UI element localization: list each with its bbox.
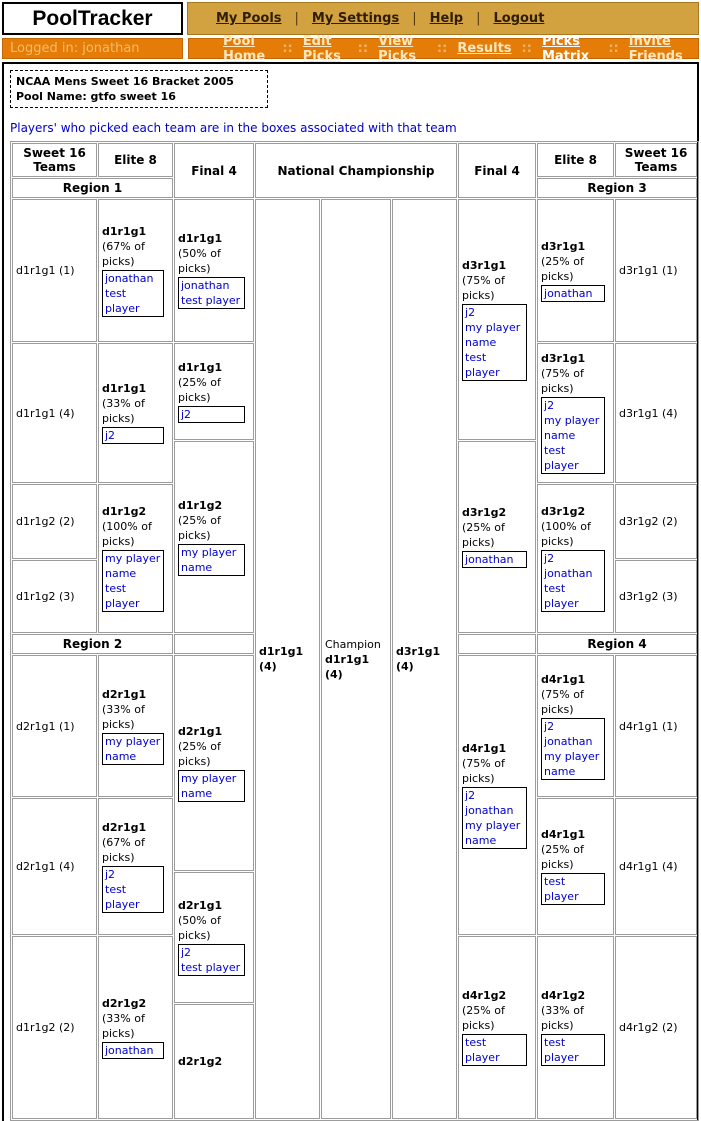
nav-item-pool-home[interactable]: Pool Home xyxy=(223,33,266,64)
team-name: d3r1g1 xyxy=(541,352,586,365)
team-name: d2r1g1 xyxy=(102,687,147,701)
player-list-box[interactable] xyxy=(462,1034,527,1066)
player-list-box[interactable] xyxy=(541,397,605,474)
player-link[interactable]: jonathan xyxy=(465,803,514,817)
app-logo xyxy=(2,2,183,35)
player-list-box[interactable] xyxy=(178,544,245,576)
pick-percent: (25% of picks) xyxy=(462,521,505,549)
player-list-box[interactable] xyxy=(462,551,527,568)
pick-cell xyxy=(98,655,173,797)
nav-separator: :: xyxy=(521,41,532,56)
logged-in-status xyxy=(2,38,183,59)
pick-cell xyxy=(174,1004,254,1119)
semifinal-right-cell xyxy=(392,199,457,1119)
menu-separator: | xyxy=(294,11,299,26)
pick-percent: (75% of picks) xyxy=(541,367,584,395)
pick-percent: (25% of picks) xyxy=(541,254,584,283)
pick-cell xyxy=(174,441,254,633)
player-link[interactable]: test player xyxy=(544,582,579,610)
menu-separator: | xyxy=(476,11,481,26)
player-list-box[interactable] xyxy=(102,427,164,444)
team-name: d3r1g2 xyxy=(462,506,507,519)
team-name: d4r1g2 xyxy=(462,989,507,1002)
team-label: d3r1g1 (1) xyxy=(615,199,697,342)
player-link[interactable]: test player xyxy=(544,1036,579,1064)
empty-cell xyxy=(458,634,536,654)
nav-separator: :: xyxy=(282,41,293,56)
pick-cell xyxy=(98,343,173,483)
team-label: d4r1g2 (2) xyxy=(615,936,697,1119)
pick-percent: (75% of picks) xyxy=(462,756,505,785)
nav-separator: :: xyxy=(357,41,369,56)
player-list-box[interactable] xyxy=(102,550,164,612)
pick-cell xyxy=(458,936,536,1119)
team-name: d1r1g2 xyxy=(178,498,223,512)
team-name: d1r1g1 xyxy=(178,232,223,245)
team-name: d4r1g2 xyxy=(541,989,586,1002)
pick-cell xyxy=(98,798,173,935)
team-name: d2r1g1 xyxy=(102,820,147,834)
player-link[interactable]: j2 xyxy=(544,719,555,733)
player-link[interactable]: j2 xyxy=(544,399,555,412)
region2-header: Region 2 xyxy=(12,634,173,654)
player-link[interactable]: test player xyxy=(465,1036,500,1064)
nav-item-invite-friends[interactable]: Invite Friends xyxy=(628,33,683,64)
team-name: d2r1g2 xyxy=(178,1055,223,1068)
pick-percent: (33% of picks) xyxy=(541,1004,584,1032)
player-list-box[interactable] xyxy=(178,944,245,976)
player-link[interactable]: jonathan xyxy=(105,271,154,285)
team-name: d2r1g1 xyxy=(178,724,223,738)
pick-cell xyxy=(458,199,536,440)
pick-percent: (50% of picks) xyxy=(178,247,221,275)
pick-cell xyxy=(537,655,614,797)
pick-percent: (25% of picks) xyxy=(462,1004,505,1032)
player-link[interactable]: test player xyxy=(465,350,500,379)
team-label: d4r1g1 (4) xyxy=(615,798,697,935)
player-list-box[interactable] xyxy=(178,277,245,309)
pick-cell xyxy=(537,936,614,1119)
nav-item-view-picks[interactable]: View Picks xyxy=(378,33,417,64)
player-list-box[interactable] xyxy=(541,285,605,302)
nav-item-results[interactable]: Results xyxy=(457,41,512,56)
pick-percent: (67% of picks) xyxy=(102,239,145,268)
pick-percent: (25% of picks) xyxy=(178,513,221,542)
pick-percent: (75% of picks) xyxy=(462,273,505,302)
pick-cell xyxy=(537,343,614,483)
pick-cell xyxy=(174,343,254,440)
team-name: d3r1g2 xyxy=(541,505,586,518)
team-label: d3r1g2 (2) xyxy=(615,484,697,559)
semifinal-right-team: d3r1g1 (4) xyxy=(396,645,441,673)
player-link[interactable]: j2 xyxy=(465,788,476,802)
pick-cell xyxy=(98,484,173,633)
team-label: d4r1g1 (1) xyxy=(615,655,697,797)
player-link[interactable]: j2 xyxy=(181,946,192,959)
pick-cell xyxy=(458,655,536,935)
instruction-note: Players' who picked each team are in the boxes associated with that team xyxy=(10,121,457,135)
player-list-box[interactable] xyxy=(462,304,527,381)
player-link[interactable]: test player xyxy=(544,875,579,903)
picks-matrix-table xyxy=(10,141,699,1121)
player-link[interactable]: jonathan xyxy=(544,286,593,300)
player-link[interactable]: my player name xyxy=(465,818,521,847)
region3-header: Region 3 xyxy=(537,178,697,198)
pool-name: Pool Name: gtfo sweet 16 xyxy=(16,90,176,103)
pick-percent: (50% of picks) xyxy=(178,914,221,942)
col-header-national-championship: National Championship xyxy=(255,143,457,198)
pick-percent: (33% of picks) xyxy=(102,702,145,731)
player-link[interactable]: j2 xyxy=(105,867,116,881)
pick-percent: (100% of picks) xyxy=(102,520,152,548)
player-link[interactable]: jonathan xyxy=(544,567,593,580)
menu-item-logout[interactable]: Logout xyxy=(493,11,545,26)
col-header-sweet16-left: Sweet 16 Teams xyxy=(12,143,97,177)
team-label: d1r1g1 (4) xyxy=(12,343,97,483)
pick-cell xyxy=(174,199,254,342)
team-name: d2r1g2 xyxy=(102,996,147,1010)
player-link[interactable]: my player name xyxy=(544,414,600,442)
player-link[interactable]: my player name xyxy=(181,545,237,574)
player-list-box[interactable] xyxy=(541,718,605,780)
nav-item-edit-picks[interactable]: Edit Picks xyxy=(302,33,341,64)
nav-separator: :: xyxy=(436,41,448,56)
semifinal-left-team: d1r1g1 (4) xyxy=(259,645,304,673)
player-link[interactable]: test player xyxy=(544,444,579,472)
team-name: d1r1g1 xyxy=(102,382,147,395)
player-link[interactable]: test player xyxy=(105,286,140,315)
pick-cell xyxy=(537,484,614,633)
champion-team: d1r1g1 (4) xyxy=(325,652,370,681)
team-name: d2r1g1 xyxy=(178,899,223,912)
pick-percent: (25% of picks) xyxy=(541,843,584,871)
col-header-elite8-right: Elite 8 xyxy=(537,143,614,177)
pick-cell xyxy=(458,441,536,633)
team-label: d2r1g1 (1) xyxy=(12,655,97,797)
pick-percent: (33% of picks) xyxy=(102,397,145,425)
player-list-box[interactable] xyxy=(102,866,164,913)
player-link[interactable]: jonathan xyxy=(544,734,593,748)
pick-percent: (25% of picks) xyxy=(178,375,221,404)
player-list-box[interactable] xyxy=(541,1034,605,1066)
player-list-box[interactable] xyxy=(102,1042,164,1059)
player-list-box[interactable] xyxy=(102,270,164,317)
team-label: d1r1g1 (1) xyxy=(12,199,97,342)
player-link[interactable]: my player name xyxy=(544,749,600,778)
content-area xyxy=(2,62,699,1121)
team-label: d3r1g1 (4) xyxy=(615,343,697,483)
team-name: d4r1g1 xyxy=(462,741,507,755)
pick-percent: (33% of picks) xyxy=(102,1011,145,1040)
team-name: d1r1g1 xyxy=(102,224,147,238)
player-list-box[interactable] xyxy=(178,770,245,802)
player-list-box[interactable] xyxy=(102,733,164,765)
app-logo-text: PoolTracker xyxy=(32,6,153,30)
semifinal-left-cell xyxy=(255,199,320,1119)
team-label: d1r1g2 (2) xyxy=(12,484,97,559)
region4-header: Region 4 xyxy=(537,634,697,654)
col-header-elite8-left: Elite 8 xyxy=(98,143,173,177)
player-link[interactable]: j2 xyxy=(465,305,476,319)
menu-item-my-settings[interactable]: My Settings xyxy=(311,11,400,26)
pick-cell xyxy=(98,199,173,342)
col-header-final4-left: Final 4 xyxy=(174,143,254,198)
top-bar xyxy=(2,2,699,35)
player-list-box[interactable] xyxy=(541,550,605,612)
second-bar xyxy=(2,33,699,64)
team-label: d2r1g1 (4) xyxy=(12,798,97,935)
player-list-box[interactable] xyxy=(541,873,605,905)
player-link[interactable]: my player name xyxy=(181,771,237,800)
logged-in-text: Logged in: jonathan xyxy=(10,41,140,56)
pool-info-box xyxy=(10,70,268,108)
pool-nav xyxy=(188,33,699,64)
team-name: d4r1g1 xyxy=(541,828,586,841)
pick-cell xyxy=(98,936,173,1119)
pick-cell xyxy=(174,872,254,1003)
main-menu xyxy=(187,2,699,35)
menu-separator: | xyxy=(412,11,417,26)
team-name: d1r1g1 xyxy=(178,360,223,374)
team-label: d3r1g2 (3) xyxy=(615,560,697,633)
nav-item-picks-matrix[interactable]: Picks Matrix xyxy=(541,33,590,64)
pick-cell xyxy=(174,655,254,871)
player-link[interactable]: jonathan xyxy=(465,553,514,566)
pick-percent: (67% of picks) xyxy=(102,835,145,864)
team-name: d1r1g2 xyxy=(102,505,147,518)
player-link[interactable]: test player xyxy=(105,582,140,610)
player-link[interactable]: test player xyxy=(181,961,241,974)
pick-cell xyxy=(537,798,614,935)
team-name: d4r1g1 xyxy=(541,672,586,686)
bracket-title: NCAA Mens Sweet 16 Bracket 2005 xyxy=(16,75,234,88)
menu-item-my-pools[interactable]: My Pools xyxy=(216,11,282,26)
pick-percent: (100% of picks) xyxy=(541,520,591,548)
col-header-final4-right: Final 4 xyxy=(458,143,536,198)
player-link[interactable]: test player xyxy=(181,294,241,307)
pick-percent: (25% of picks) xyxy=(178,739,221,768)
champion-cell xyxy=(321,199,391,1119)
team-label: d1r1g2 (3) xyxy=(12,560,97,633)
empty-cell xyxy=(174,634,254,654)
menu-item-help[interactable]: Help xyxy=(429,11,464,26)
player-link[interactable]: test player xyxy=(105,882,140,911)
player-link[interactable]: my player name xyxy=(465,320,521,349)
region1-header: Region 1 xyxy=(12,178,173,198)
player-link[interactable]: jonathan xyxy=(181,279,230,292)
player-link[interactable]: jonathan xyxy=(105,1043,154,1057)
player-link[interactable]: my player name xyxy=(105,734,161,763)
player-link[interactable]: my player name xyxy=(105,552,161,580)
player-list-box[interactable] xyxy=(462,787,527,849)
player-list-box[interactable] xyxy=(178,406,245,423)
pick-percent: (75% of picks) xyxy=(541,687,584,716)
team-name: d3r1g1 xyxy=(541,239,586,253)
player-link[interactable]: j2 xyxy=(181,407,192,421)
nav-separator: :: xyxy=(608,41,619,56)
col-header-sweet16-right: Sweet 16 Teams xyxy=(615,143,697,177)
player-link[interactable]: j2 xyxy=(105,429,116,442)
team-label: d1r1g2 (2) xyxy=(12,936,97,1119)
pick-cell xyxy=(537,199,614,342)
player-link[interactable]: j2 xyxy=(544,552,555,565)
team-name: d3r1g1 xyxy=(462,258,507,272)
champion-label: Champion xyxy=(325,637,381,651)
